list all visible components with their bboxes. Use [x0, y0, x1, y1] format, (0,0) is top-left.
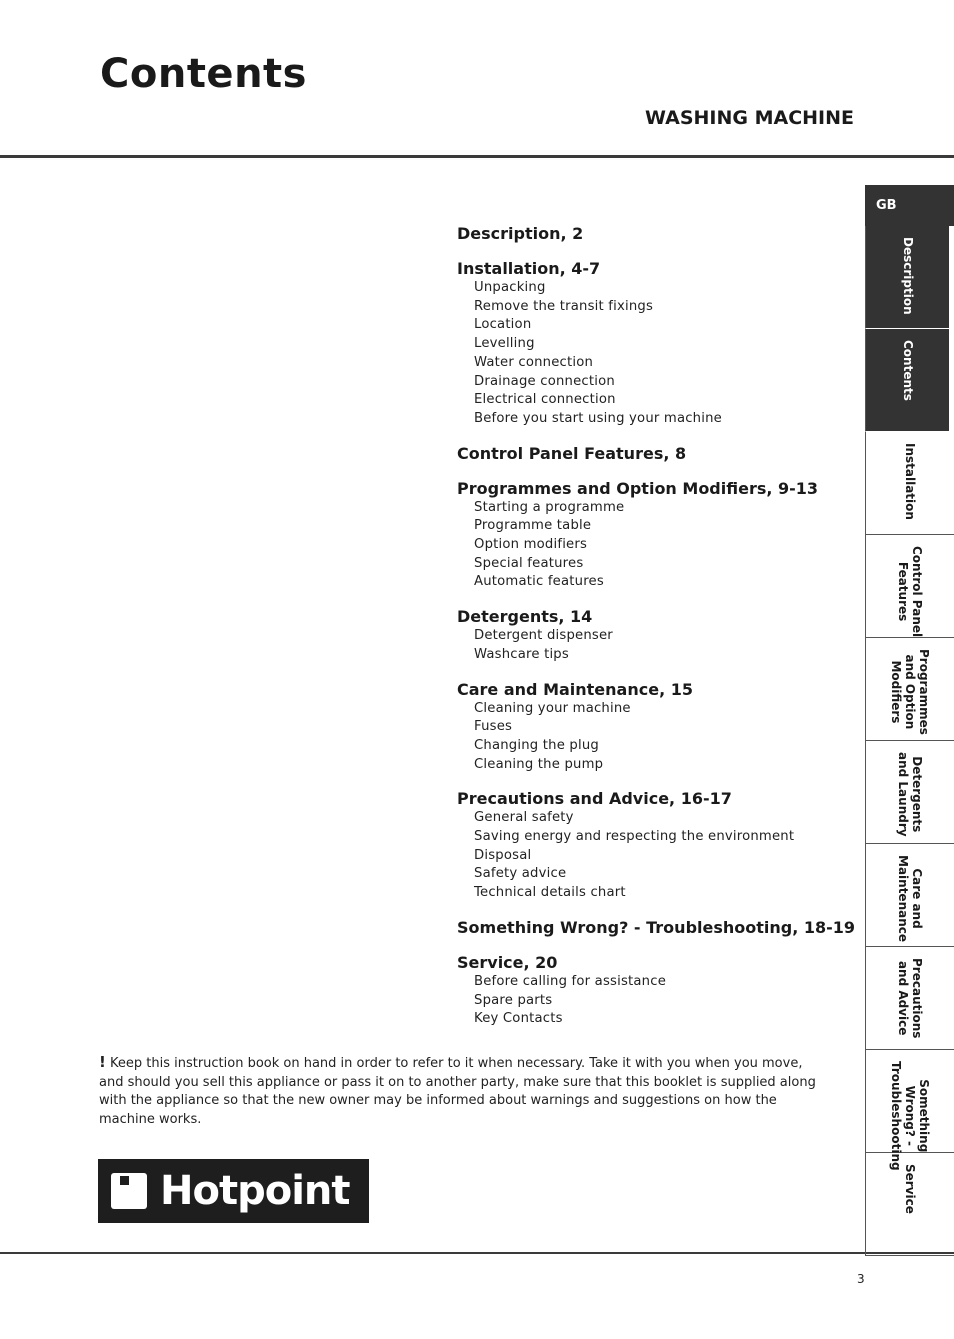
toc-subitem[interactable]: Drainage connection — [474, 373, 615, 389]
toc-heading[interactable]: Detergents, 14 — [457, 607, 593, 627]
toc-heading[interactable]: Description, 2 — [457, 224, 584, 243]
tab-label: Installation — [903, 443, 917, 520]
tab-label: Detergents and Laundry — [896, 752, 924, 837]
tab-label: Control Panel Features — [896, 546, 924, 638]
toc-subitem[interactable]: Changing the plug — [474, 737, 599, 753]
tab-label: Care and Maintenance — [896, 855, 924, 943]
toc-section — [457, 224, 847, 244]
toc-subitem[interactable]: General safety — [474, 810, 574, 826]
toc-heading[interactable]: Service, 20 — [457, 952, 558, 972]
toc-heading[interactable]: Care and Maintenance, 15 — [457, 679, 693, 699]
toc-heading[interactable]: Control Panel Features, 8 — [457, 443, 687, 463]
tab-contents[interactable] — [865, 329, 949, 432]
note-text: Keep this instruction book on hand in order to refer to it when necessary. Take it with you when you move, and should you sell this appliance or pass it on to another party, make sure that this booklet is supplied along with the appliance so that the new owner may be informed about warnings and suggestions on how the machine works. — [99, 1056, 816, 1128]
toc-subitem[interactable]: Disposal — [474, 847, 532, 863]
tab-programmes[interactable] — [865, 638, 954, 741]
product-name: WASHING MACHINE — [645, 107, 854, 129]
tab-label: Description — [900, 237, 915, 315]
tab-installation[interactable] — [865, 432, 954, 535]
toc-heading[interactable]: Something Wrong? - Troubleshooting, 18-19 — [457, 917, 856, 937]
toc-subitem[interactable]: Cleaning your machine — [474, 700, 631, 716]
toc-heading[interactable]: Installation, 4-7 — [457, 259, 601, 278]
toc-section — [457, 479, 847, 593]
tab-detergents[interactable] — [865, 741, 954, 844]
hotpoint-logo-icon — [111, 1173, 147, 1209]
section-tabs — [865, 185, 954, 1256]
toc-subitem[interactable]: Programme table — [474, 518, 592, 534]
toc-subitem[interactable]: Saving energy and respecting the environment — [474, 829, 795, 845]
toc-subitem[interactable]: Before you start using your machine — [474, 410, 722, 426]
toc-subitem[interactable]: Special features — [474, 555, 584, 571]
tab-description[interactable] — [865, 226, 949, 329]
toc-heading[interactable]: Precautions and Advice, 16-17 — [457, 789, 732, 809]
tab-label: Precautions and Advice — [896, 958, 924, 1039]
toc-subitem[interactable]: Unpacking — [474, 280, 546, 295]
toc-subitem[interactable]: Levelling — [474, 336, 535, 352]
toc-subitem[interactable]: Technical details chart — [474, 885, 626, 901]
toc-section — [457, 789, 847, 903]
toc-subitem[interactable]: Location — [474, 317, 532, 333]
footer-divider — [0, 1252, 954, 1254]
toc-subitem[interactable]: Detergent dispenser — [474, 628, 613, 644]
toc-subitem[interactable]: Automatic features — [474, 574, 604, 590]
toc-section — [457, 953, 847, 1029]
tab-something[interactable] — [865, 1050, 954, 1171]
logo-wordmark: Hotpoint — [160, 1168, 350, 1214]
toc-subitem[interactable]: Starting a programme — [474, 499, 625, 515]
language-tab[interactable]: GB — [865, 185, 954, 226]
toc-subitem[interactable]: Option modifiers — [474, 537, 588, 553]
toc-heading[interactable]: Programmes and Option Modifiers, 9-13 — [457, 478, 819, 498]
page-number: 3 — [857, 1272, 865, 1286]
toc-subitem[interactable]: Spare parts — [474, 992, 553, 1008]
tab-precautions[interactable] — [865, 947, 954, 1050]
toc-subitem[interactable]: Before calling for assistance — [474, 973, 667, 989]
table-of-contents — [457, 224, 856, 1044]
header-divider — [0, 155, 954, 158]
toc-subitem[interactable]: Fuses — [474, 719, 513, 735]
toc-section — [457, 917, 856, 938]
toc-subitem[interactable]: Key Contacts — [474, 1011, 563, 1027]
brand-logo — [98, 1159, 369, 1223]
toc-section — [457, 680, 847, 775]
toc-subitem[interactable]: Electrical connection — [474, 392, 616, 408]
tab-control[interactable] — [865, 535, 954, 638]
tab-label: Contents — [900, 340, 915, 401]
tab-label: Something Wrong? - Troubleshooting — [889, 1061, 931, 1171]
toc-subitem[interactable]: Cleaning the pump — [474, 756, 604, 772]
toc-section — [457, 259, 847, 429]
warning-mark: ! — [99, 1053, 106, 1071]
tab-service[interactable] — [865, 1153, 954, 1256]
toc-subitem[interactable]: Washcare tips — [474, 646, 569, 662]
toc-section — [457, 607, 847, 664]
toc-subitem[interactable]: Remove the transit fixings — [474, 298, 654, 314]
tab-care[interactable] — [865, 844, 954, 947]
tab-label: Service — [903, 1164, 917, 1214]
page-title: Contents — [100, 51, 307, 97]
tab-label: Programmes and Option Modifiers — [889, 649, 931, 735]
toc-subitem[interactable]: Safety advice — [474, 866, 567, 882]
instruction-note — [99, 1053, 819, 1130]
toc-section — [457, 444, 847, 464]
toc-subitem[interactable]: Water connection — [474, 354, 594, 370]
